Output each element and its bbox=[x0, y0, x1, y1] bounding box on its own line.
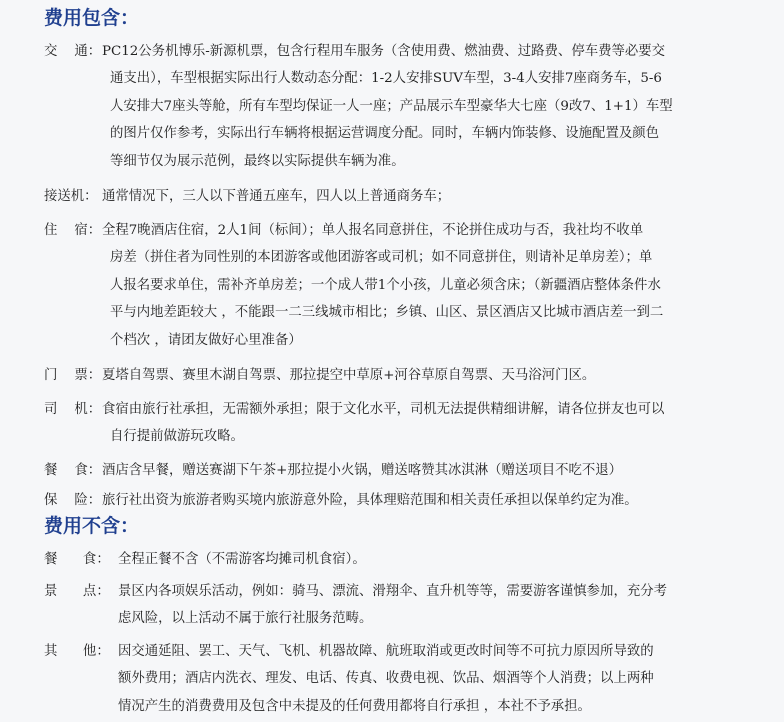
included-title: 费用包含： bbox=[44, 7, 140, 29]
item-label: 其 他： bbox=[44, 644, 110, 659]
item-line: 个档次 ，请团友做好心里准备） bbox=[110, 333, 302, 348]
excluded-title: 费用不含： bbox=[44, 515, 140, 537]
item-line: 旅行社出资为旅游者购买境内旅游意外险，具体理赔范围和相关责任承担以保单约定为准。 bbox=[102, 493, 638, 508]
item-line: 等细节仅为展示范例，最终以实际提供车辆为准。 bbox=[110, 154, 405, 169]
item-line: 因交通延阻、罢工、天气、飞机、机器故障、航班取消或更改时间等不可抗力原因所导致的 bbox=[118, 644, 654, 659]
item-label: 司 机： bbox=[44, 402, 102, 417]
item-label: 餐 食： bbox=[44, 463, 102, 478]
item-line: 人安排大7座头等舱，所有车型均保证一人一座；产品展示车型豪华大七座（9改7、1+1）车型 bbox=[110, 99, 673, 114]
item-label: 接送机： bbox=[44, 189, 98, 204]
item-label: 住 宿： bbox=[44, 223, 102, 238]
item-line: 情况产生的消费费用及包含中未提及的任何费用都将自行承担 ，本社不予承担。 bbox=[118, 699, 591, 714]
item-line: 全程正餐不含（不需游客均摊司机食宿）。 bbox=[118, 552, 366, 567]
item-label: 景 点： bbox=[44, 584, 110, 599]
item-line: 自行提前做游玩攻略。 bbox=[110, 429, 244, 444]
item-line: 的图片仅作参考，实际出行车辆将根据运营调度分配。同时，车辆内饰装修、设施配置及颜色 bbox=[110, 126, 660, 141]
item-line: 额外费用；酒店内洗衣、理发、电话、传真、收费电视、饮品、烟酒等个人消费；以上两种 bbox=[118, 671, 654, 686]
item-label: 餐 食： bbox=[44, 552, 110, 567]
item-line: 虑风险，以上活动不属于旅行社服务范畴。 bbox=[118, 611, 373, 626]
item-label: 门 票： bbox=[44, 368, 102, 383]
item-line: 通支出），车型根据实际出行人数动态分配：1-2人安排SUV车型，3-4人安排7座商务车，5-6 bbox=[110, 71, 662, 86]
item-line: 景区内各项娱乐活动，例如：骑马、漂流、滑翔伞、直升机等等，需要游客谨慎参加，充分考 bbox=[118, 584, 668, 599]
item-line: 通常情况下，三人以下普通五座车，四人以上普通商务车； bbox=[102, 189, 451, 204]
item-line: 食宿由旅行社承担，无需额外承担；限于文化水平，司机无法提供精细讲解，请各位拼友也可以 bbox=[102, 402, 665, 417]
item-line: 全程7晚酒店住宿，2人1间（标间）；单人报名同意拼住，不论拼住成功与否，我社均不收单 bbox=[102, 223, 644, 238]
item-line: PC12公务机博乐-新源机票，包含行程用车服务（含使用费、燃油费、过路费、停车费等必要交 bbox=[102, 44, 666, 59]
item-line: 夏塔自驾票、赛里木湖自驾票、那拉提空中草原+河谷草原自驾票、天马浴河门区。 bbox=[102, 368, 596, 383]
item-label: 交 通： bbox=[44, 44, 102, 59]
item-line: 房差（拼住者为同性别的本团游客或他团游客或司机；如不同意拼住，则请补足单房差）；单 bbox=[110, 250, 653, 265]
item-label: 保 险： bbox=[44, 493, 102, 508]
item-line: 人报名要求单住，需补齐单房差；一个成人带1个小孩，儿童必须含床；（新疆酒店整体条件水 bbox=[110, 278, 661, 293]
item-line: 平与内地差距较大 ，不能跟一二三线城市相比；乡镇、山区、景区酒店又比城市酒店差一到二 bbox=[110, 305, 664, 320]
item-line: 酒店含早餐，赠送赛湖下午茶+那拉提小火锅，赠送喀赞其冰淇淋（赠送项目不吃不退） bbox=[102, 463, 623, 478]
